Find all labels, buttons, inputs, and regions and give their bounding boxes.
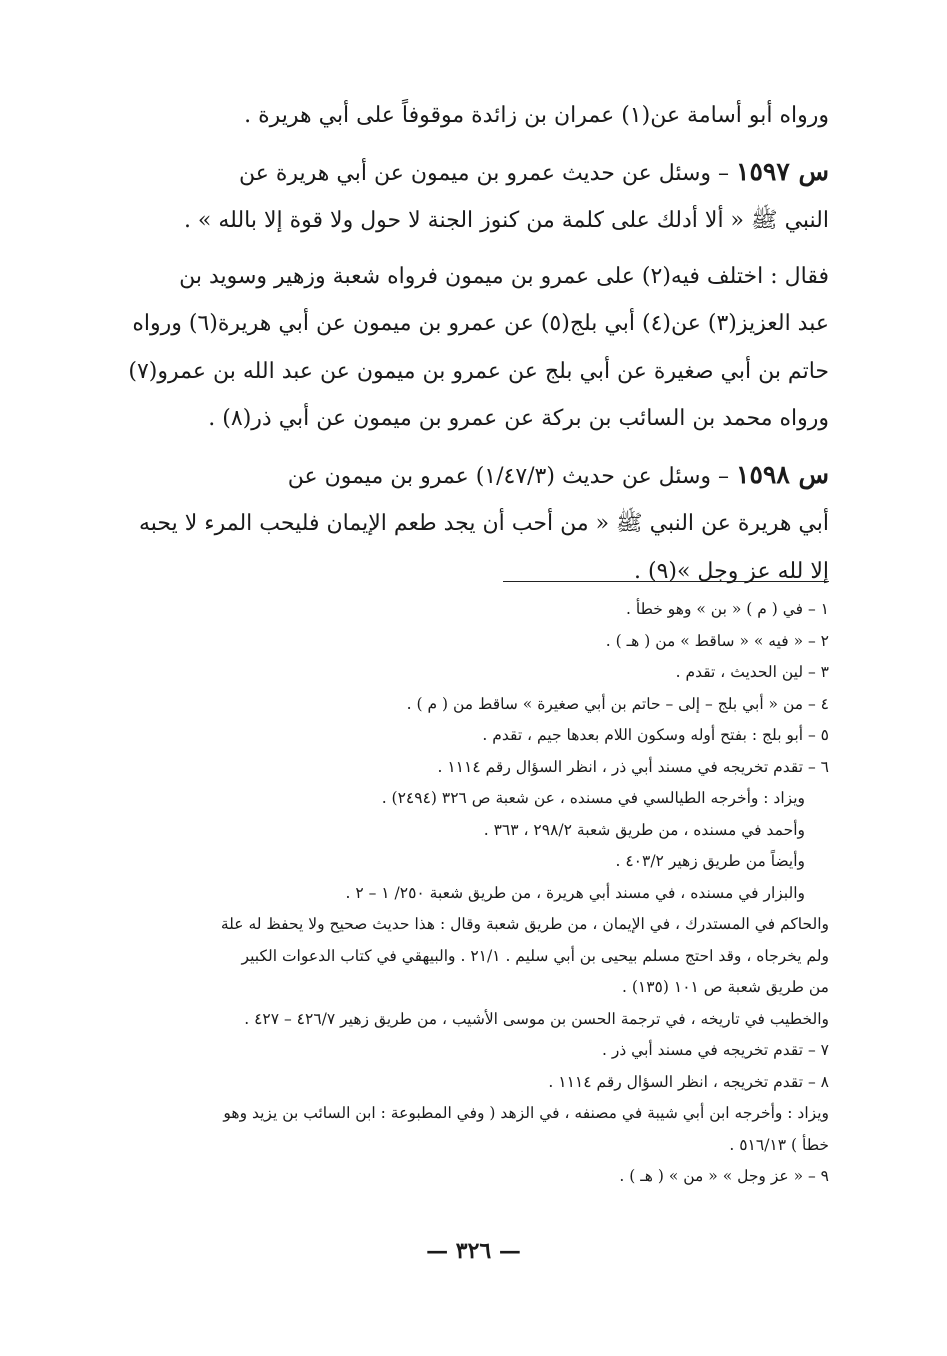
text-line: حاتم بن أبي صغيرة عن أبي بلج عن عمرو بن ميمون عن عبد الله بن عمرو(٧) <box>128 358 829 384</box>
page-number: — ٣٢٦ — <box>426 1238 521 1264</box>
question-1597-line <box>109 148 829 198</box>
footnote-continuation: ولم يخرجاه ، وقد احتج مسلم بيحيى بن أبي سليم . ٢١/١ . والبيهقي في كتاب الدعوات الكبير <box>241 946 829 965</box>
footnote-continuation: والخطيب في تاريخه ، في ترجمة الحسن بن موسى الأشيب ، من طريق زهير ٤٢٦/٧ – ٤٢٧ . <box>244 1009 829 1028</box>
text-line: إلا لله عز وجل »(٩) . <box>633 558 829 584</box>
footnote-continuation: وأحمد في مسنده ، من طريق شعبة ٢٩٨/٢ ، ٣٦٣ . <box>483 820 805 839</box>
main-text <box>109 92 829 595</box>
question-number: س ١٥٩٨ <box>736 459 829 489</box>
text-line: ورواه محمد بن السائب بن بركة عن عمرو بن ميمون عن أبي ذر(٨) . <box>208 406 829 431</box>
question-1598-line <box>109 451 829 501</box>
footnote-continuation: والبزار في مسنده ، في مسند أبي هريرة ، من طريق شعبة ٢٥٠/ ١ – ٢ . <box>345 883 805 902</box>
footnote-continuation: ويزاد : وأخرجه ابن أبي شيبة في مصنفه ، في الزهد ( وفي المطبوعة : ابن السائب بن يزيد وهو <box>223 1104 829 1122</box>
text-line: أبي هريرة عن النبي ﷺ « من أحب أن يجد طعم الإيمان فليحب المرء لا يحبه <box>138 511 829 536</box>
footnote: ٧ – تقدم تخريجه في مسند أبي ذر . <box>601 1041 829 1059</box>
footnote-continuation: من طريق شعبة ص ١٠١ (١٣٥) . <box>622 978 829 996</box>
footnote: ٥ – أبو بلج : بفتح أوله وسكون اللام بعدها جيم ، تقدم . <box>482 726 829 744</box>
footnote: ٩ – « عز وجل » « من » ( هـ ) . <box>619 1167 829 1185</box>
footnote-divider <box>503 581 829 582</box>
footnotes <box>109 594 829 1193</box>
footnote-continuation: خطأ ) ٥١٦/١٣ . <box>729 1135 829 1154</box>
footnote-continuation: والحاكم في المستدرك ، في الإيمان ، من طريق شعبة وقال : هذا حديث صحيح ولا يحفظ له علة <box>220 915 829 933</box>
text-line: ورواه أبو أسامة عن(١) عمران بن زائدة موقوفاً على أبي هريرة . <box>244 103 829 128</box>
footnote: ٦ – تقدم تخريجه في مسند أبي ذر ، انظر السؤال رقم ١١١٤ . <box>437 757 829 776</box>
footnote: ١ – في ( م ) « بن » وهو خطأ . <box>626 600 829 618</box>
text-line: النبي ﷺ « ألا أدلك على كلمة من كنوز الجنة لا حول ولا قوة إلا بالله » . <box>183 208 829 233</box>
footnote-continuation: وأيضاً من طريق زهير ٤٠٣/٢ . <box>615 852 805 870</box>
footnote: ٤ – من « أبي بلج – إلى – حاتم بن أبي صغيرة » ساقط من ( م ) . <box>406 694 829 713</box>
footnote: ٨ – تقدم تخريجه ، انظر السؤال رقم ١١١٤ . <box>548 1072 829 1091</box>
text-line: عبد العزيز(٣) عن(٤) أبي بلج(٥) عن عمرو بن ميمون عن أبي هريرة(٦) ورواه <box>132 311 829 336</box>
question-number: س ١٥٩٧ <box>736 156 829 186</box>
footnote-continuation: ويزاد : وأخرجه الطيالسي في مسنده ، عن شعبة ص ٣٢٦ (٢٤٩٤) . <box>381 789 805 807</box>
text-line: – وسئل عن حديث (١/٤٧/٣) عمرو بن ميمون عن <box>287 463 730 489</box>
text-line: – وسئل عن حديث عمرو بن ميمون عن أبي هريرة عن <box>239 160 730 186</box>
text-line: فقال : اختلف فيه(٢) على عمرو بن ميمون فرواه شعبة وزهير وسويد بن <box>179 263 829 289</box>
footnote: ٢ – « فيه » « ساقط » من ( هـ ) . <box>605 631 829 650</box>
footnote: ٣ – لين الحديث ، تقدم . <box>675 663 829 681</box>
